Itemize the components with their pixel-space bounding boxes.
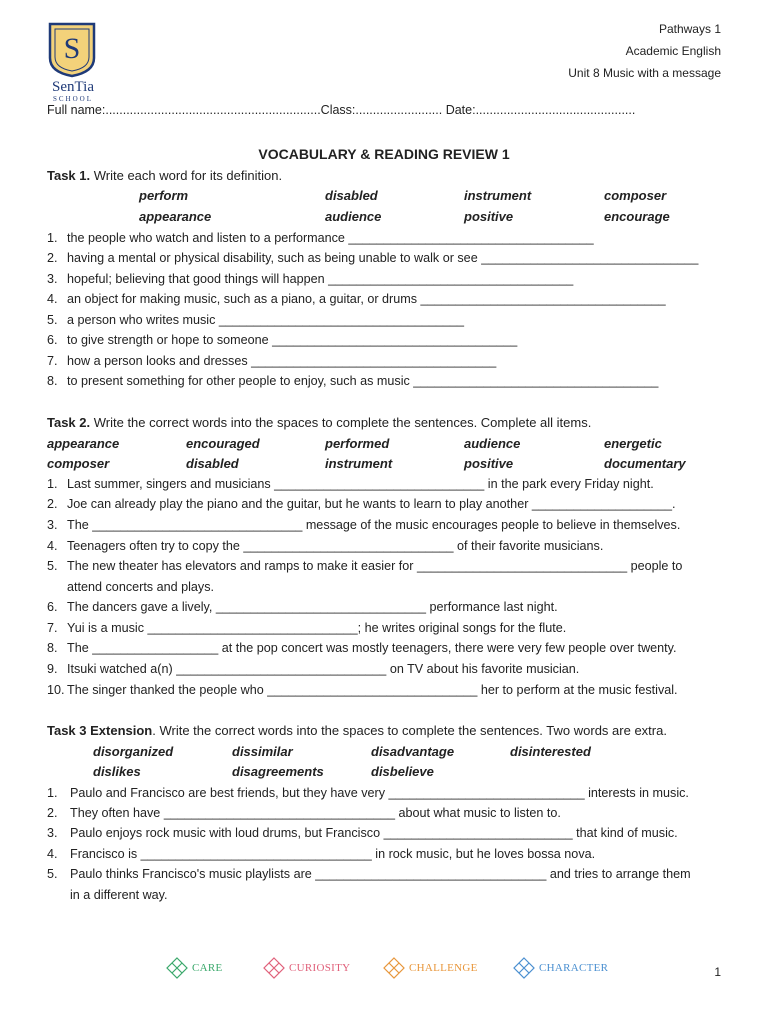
task2-item [47, 683, 678, 698]
item-text: The singer thanked the people who ______________________________ her to perform at the music festival. [67, 683, 678, 697]
footer-value-label: CHARACTER [539, 962, 609, 974]
care-icon [165, 956, 189, 980]
page-title: VOCABULARY & READING REVIEW 1 [258, 146, 510, 162]
task3-word: dissimilar [232, 744, 293, 759]
page-number: 1 [714, 965, 721, 979]
task2-item [47, 600, 558, 615]
task3-item [47, 847, 595, 862]
task3-item [47, 806, 561, 821]
item-text: Paulo and Francisco are best friends, but they have very ____________________________ interests in music. [70, 786, 689, 800]
task2-word: composer [47, 456, 110, 471]
task1-item [47, 292, 666, 307]
task3-word: disadvantage [371, 744, 455, 759]
task2-item [47, 518, 680, 533]
task2-word: positive [464, 456, 514, 471]
item-text: how a person looks and dresses ___________________________________ [67, 354, 497, 368]
task2-item5-continuation: attend concerts and plays. [67, 580, 215, 594]
school-name [42, 80, 104, 103]
task2-instruction: Write the correct words into the spaces to complete the sentences. Complete all items. [90, 415, 592, 430]
character-icon [512, 956, 536, 980]
curiosity-icon [262, 956, 286, 980]
footer-value-label: CHALLENGE [409, 962, 478, 974]
task1-word: appearance [139, 209, 212, 224]
task2-item [47, 641, 677, 656]
task2-word: disabled [186, 456, 239, 471]
item-number: 5. [47, 313, 58, 327]
task1-word: audience [325, 209, 382, 224]
item-number: 5. [47, 867, 58, 881]
task3-instruction: . Write the correct words into the spaces to complete the sentences. Two words are extra. [152, 723, 667, 738]
item-text: an object for making music, such as a piano, a guitar, or drums ___________________________________ [67, 292, 666, 306]
task2-word: documentary [604, 456, 686, 471]
task2-item [47, 539, 603, 554]
footer-value-label: CARE [192, 962, 223, 974]
task1-item [47, 333, 517, 348]
footer-value-character [512, 956, 608, 980]
task1-label: Task 1. [47, 168, 91, 183]
task2-word: performed [325, 436, 390, 451]
student-info-line: Full name:..............................................................Class:......................... Date:.............................................. [47, 103, 636, 117]
item-number: 3. [47, 272, 58, 286]
item-text: the people who watch and listen to a performance ___________________________________ [67, 231, 594, 245]
school-sub-text: SCHOOL [52, 95, 93, 103]
task1-item [47, 272, 573, 287]
task1-word: instrument [464, 188, 532, 203]
item-text: Itsuki watched a(n) ______________________________ on TV about his favorite musician. [67, 662, 580, 676]
item-number: 7. [47, 354, 58, 368]
item-text: Paulo enjoys rock music with loud drums, but Francisco ___________________________ that kind of music. [70, 826, 678, 840]
item-number: 1. [47, 477, 58, 491]
header-course: Pathways 1 [658, 22, 721, 36]
task2-word: encouraged [186, 436, 260, 451]
footer-value-care [165, 956, 223, 980]
item-text: Teenagers often try to copy the ______________________________ of their favorite musicians. [67, 539, 604, 553]
task3-item [47, 826, 678, 841]
item-number: 3. [47, 826, 58, 840]
task1-word: disabled [325, 188, 378, 203]
item-text: Paulo thinks Francisco's music playlists are _________________________________ and tries to arrange them [70, 867, 691, 881]
task1-item [47, 354, 496, 369]
footer-value-curiosity [262, 956, 350, 980]
item-text: The __________________ at the pop concert was mostly teenagers, there were very few people over twenty. [67, 641, 677, 655]
item-number: 4. [47, 847, 58, 861]
task1-word: positive [464, 209, 514, 224]
item-number: 1. [47, 786, 58, 800]
task2-item [47, 559, 682, 574]
school-logo [44, 20, 100, 78]
item-text: Last summer, singers and musicians ______________________________ in the park every Friday night. [67, 477, 654, 491]
item-number: 2. [47, 806, 58, 820]
task3-item [47, 786, 689, 801]
item-text: Joe can already play the piano and the guitar, but he wants to learn to play another ____________________. [67, 497, 676, 511]
task2-item [47, 477, 654, 492]
school-name-text: SenTia [52, 79, 94, 95]
header-subject: Academic English [625, 44, 721, 58]
task3-word: dislikes [93, 764, 141, 779]
item-text: to give strength or hope to someone ___________________________________ [67, 333, 518, 347]
task2-item [47, 621, 566, 636]
task1-item [47, 231, 594, 246]
task1-item [47, 251, 698, 266]
task3-word: disagreements [232, 764, 324, 779]
item-text: Yui is a music ______________________________; he writes original songs for the flute. [67, 621, 567, 635]
task1-item [47, 313, 464, 328]
task2-word: audience [464, 436, 521, 451]
item-number: 7. [47, 621, 58, 635]
item-text: a person who writes music ___________________________________ [67, 313, 465, 327]
item-text: They often have _________________________________ about what music to listen to. [70, 806, 561, 820]
item-number: 3. [47, 518, 58, 532]
task1-heading [47, 168, 282, 183]
item-number: 10. [47, 683, 65, 697]
item-number: 6. [47, 600, 58, 614]
item-text: The dancers gave a lively, ______________________________ performance last night. [67, 600, 558, 614]
task2-item [47, 497, 675, 512]
challenge-icon [382, 956, 406, 980]
task3-item5-continuation: in a different way. [70, 888, 168, 902]
header-unit: Unit 8 Music with a message [568, 66, 721, 80]
item-number: 8. [47, 641, 58, 655]
item-text: The new theater has elevators and ramps to make it easier for ______________________________ people to [67, 559, 683, 573]
item-number: 9. [47, 662, 58, 676]
item-number: 4. [47, 539, 58, 553]
task3-word: disorganized [93, 744, 174, 759]
task2-word: appearance [47, 436, 120, 451]
footer-value-label: CURIOSITY [289, 962, 351, 974]
task3-label: Task 3 Extension [47, 723, 153, 738]
task3-word: disbelieve [371, 764, 434, 779]
task2-item [47, 662, 579, 677]
task2-word: instrument [325, 456, 393, 471]
task2-word: energetic [604, 436, 662, 451]
item-number: 1. [47, 231, 58, 245]
item-number: 4. [47, 292, 58, 306]
task3-word: disinterested [510, 744, 591, 759]
task1-word: composer [604, 188, 667, 203]
item-number: 2. [47, 251, 58, 265]
task3-item [47, 867, 691, 882]
item-number: 2. [47, 497, 58, 511]
task2-label: Task 2. [47, 415, 91, 430]
item-text: to present something for other people to enjoy, such as music ___________________________________ [67, 374, 659, 388]
task1-instruction: Write each word for its definition. [90, 168, 283, 183]
task1-item [47, 374, 658, 389]
item-text: The ______________________________ message of the music encourages people to believe in themselves. [67, 518, 681, 532]
item-number: 8. [47, 374, 58, 388]
svg-text:S: S [63, 32, 81, 65]
task2-heading [47, 415, 591, 430]
task1-word: perform [139, 188, 189, 203]
footer-value-challenge [382, 956, 478, 980]
item-text: having a mental or physical disability, such as being unable to walk or see _______________________________ [67, 251, 699, 265]
item-number: 6. [47, 333, 58, 347]
task1-word: encourage [604, 209, 670, 224]
item-text: Francisco is _________________________________ in rock music, but he loves bossa nova. [70, 847, 596, 861]
item-number: 5. [47, 559, 58, 573]
item-text: hopeful; believing that good things will happen ___________________________________ [67, 272, 574, 286]
task3-heading [47, 723, 667, 738]
